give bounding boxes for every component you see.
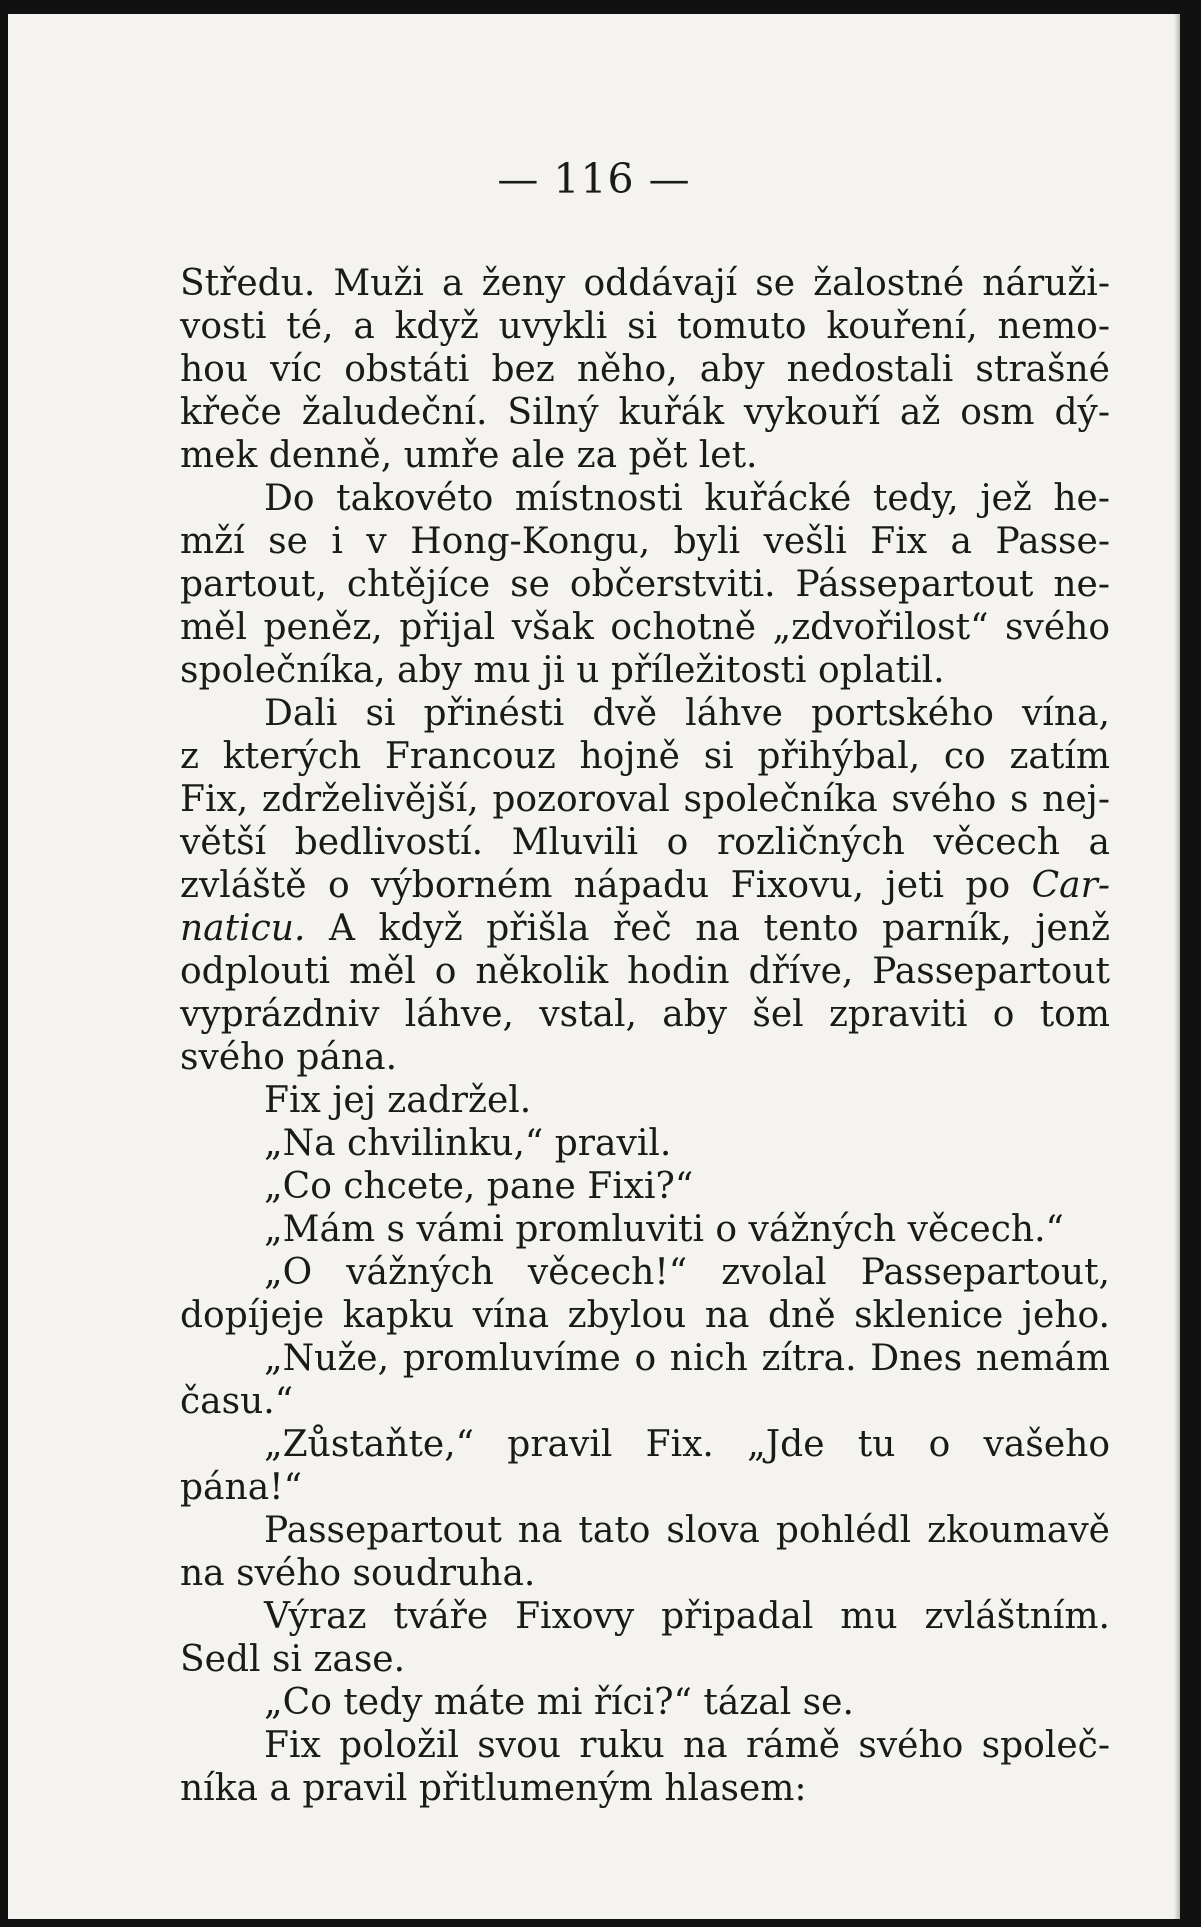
text-line: dopíjeje kapku vína zbylou na dně sklenice jeho. bbox=[180, 1295, 1110, 1336]
text-line: Fix, zdrželivější, pozoroval společníka svého s nej- bbox=[180, 779, 1110, 820]
text-line: svého pána. bbox=[180, 1037, 398, 1078]
text-line: „Co tedy máte mi říci?“ tázal se. bbox=[264, 1682, 854, 1723]
text-line: na svého soudruha. bbox=[180, 1553, 536, 1594]
text-line: „O vážných věcech!“ zvolal Passepartout, bbox=[264, 1252, 1110, 1293]
ship-name-italic: naticu. bbox=[180, 908, 306, 949]
text-line: větší bedlivostí. Mluvili o rozličných věcech a bbox=[180, 822, 1110, 863]
text-line: Dali si přinésti dvě láhve portského vína, bbox=[264, 693, 1110, 734]
text-line: „Na chvilinku,“ pravil. bbox=[264, 1123, 672, 1164]
text-line: společníka, aby mu ji u příležitosti oplatil. bbox=[180, 650, 945, 691]
text-line: z kterých Francouz hojně si přihýbal, co zatím bbox=[180, 736, 1110, 777]
text-line: Fix jej zadržel. bbox=[264, 1080, 532, 1121]
text-line: Středu. Muži a ženy oddávají se žalostné náruži- bbox=[180, 263, 1110, 304]
book-page bbox=[8, 14, 1180, 1919]
page-edge-shadow bbox=[1174, 14, 1180, 1919]
text-segment: zvláště o výborném nápadu Fixovu, jeti po bbox=[180, 865, 1032, 906]
text-line: Passepartout na tato slova pohlédl zkoumavě bbox=[264, 1510, 1110, 1551]
text-line: křeče žaludeční. Silný kuřák vykouří až osm dý- bbox=[180, 392, 1110, 433]
text-line: odplouti měl o několik hodin dříve, Passepartout bbox=[180, 951, 1110, 992]
text-line: „Co chcete, pane Fixi?“ bbox=[264, 1166, 694, 1207]
text-line: pána!“ bbox=[180, 1467, 303, 1508]
text-line: Do takovéto místnosti kuřácké tedy, jež he- bbox=[264, 478, 1110, 519]
text-line: „Zůstaňte,“ pravil Fix. „Jde tu o vašeho bbox=[264, 1424, 1110, 1465]
body-text bbox=[180, 262, 1110, 1810]
text-segment: A když přišla řeč na tento parník, jenž bbox=[305, 908, 1110, 949]
page-number: — 116 — bbox=[497, 155, 691, 203]
text-line: Výraz tváře Fixovy připadal mu zvláštním. bbox=[264, 1596, 1110, 1637]
text-line: mží se i v Hong-Kongu, byli vešli Fix a Passe- bbox=[180, 521, 1110, 562]
text-line bbox=[180, 864, 1110, 907]
text-line: Fix položil svou ruku na rámě svého společ- bbox=[264, 1725, 1110, 1766]
text-line: vosti té, a když uvykli si tomuto kouření, nemo- bbox=[180, 306, 1110, 347]
text-line: níka a pravil přitlumeným hlasem: bbox=[180, 1768, 807, 1809]
text-line: hou víc obstáti bez něho, aby nedostali strašné bbox=[180, 349, 1110, 390]
text-line: partout, chtějíce se občerstviti. Pássepartout ne- bbox=[180, 564, 1110, 605]
text-line bbox=[180, 907, 1110, 950]
text-line: mek denně, umře ale za pět let. bbox=[180, 435, 758, 476]
text-line: Sedl si zase. bbox=[180, 1639, 406, 1680]
text-line: „Mám s vámi promluviti o vážných věcech.“ bbox=[264, 1209, 1064, 1250]
text-line: „Nuže, promluvíme o nich zítra. Dnes nemám bbox=[264, 1338, 1110, 1379]
text-line: vyprázdniv láhve, vstal, aby šel zpraviti o tom bbox=[180, 994, 1110, 1035]
ship-name-italic: Car- bbox=[1031, 865, 1110, 906]
text-line: času.“ bbox=[180, 1381, 294, 1422]
text-line: měl peněz, přijal však ochotně „zdvořilost“ svého bbox=[180, 607, 1110, 648]
